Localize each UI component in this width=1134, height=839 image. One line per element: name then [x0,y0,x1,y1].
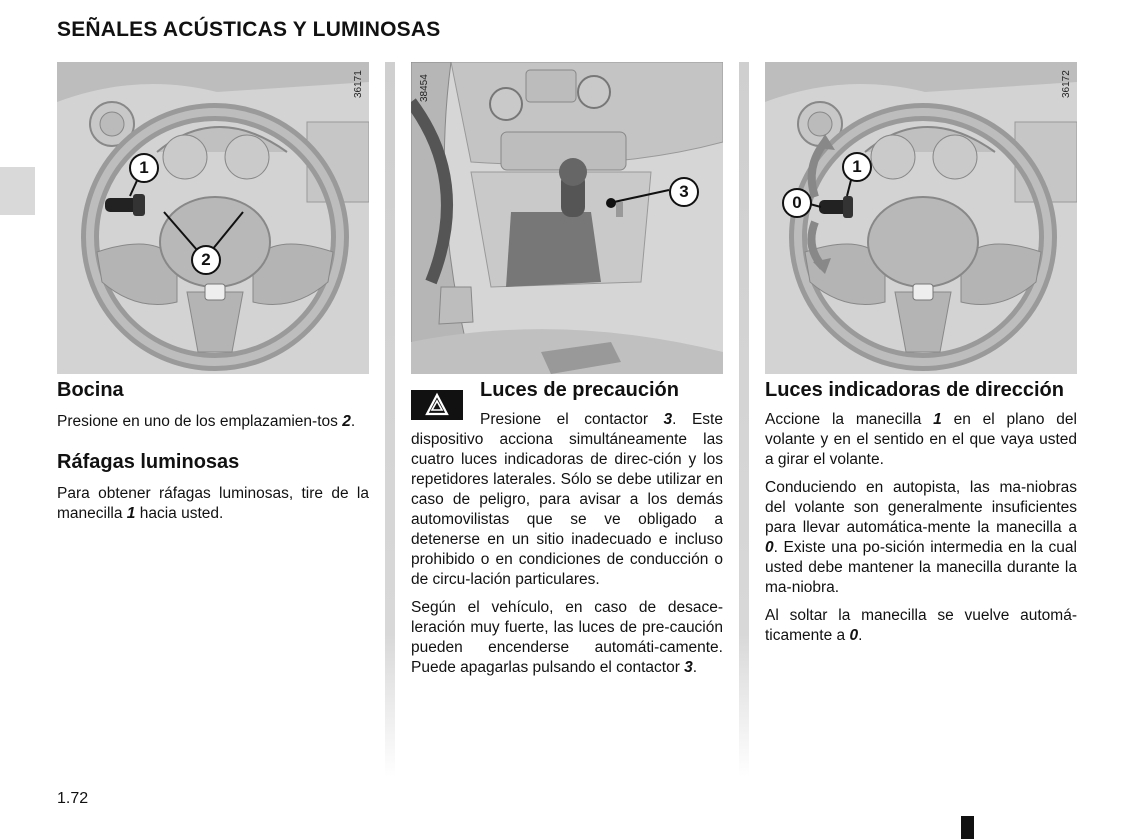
figure-id: 38454 [419,74,430,102]
column-separator [739,62,749,777]
section-heading-rafagas: Ráfagas luminosas [57,451,240,473]
figure-callout-1: 1 [842,152,872,182]
section-tab [0,167,35,215]
column-separator [385,62,395,777]
paragraph-rafagas: Para obtener ráfagas luminosas, tire de la manecilla 1 hacia usted. [57,485,369,522]
paragraph-bocina: Presione en uno de los emplazamien-tos 2. [57,413,356,430]
figure-callout-2: 2 [191,245,221,275]
column-indicators [765,378,1077,646]
paragraph-autopista: Conduciendo en autopista, las ma-niobras del volante son generalmente insuficientes para llevar automática-mente la manecilla a 0. Existe una po-sición intermedia en la cual usted debe mantener la manecilla durante la ma-niobra. [765,479,1077,596]
column-horn [57,378,369,524]
hazard-switch-figure [411,62,723,374]
page-number: 1.72 [57,790,89,807]
figure-id: 36172 [1061,70,1072,98]
page-title: SEÑALES ACÚSTICAS Y LUMINOSAS [57,18,441,41]
paragraph-luces-precaucion: Presione el contactor 3. Este dispositivo acciona simultáneamente las cuatro luces indicadoras de direc-ción y los repetidores laterales. Sólo se debe utilizar en caso de peligro, para avisar a los demás automovilistas que se ve obligado a detenerse en un sitio inadecuado e incluso prohibido o en condiciones de conducción o de circu-lación particulares. [411,411,723,588]
figure-id: 36171 [353,70,364,98]
section-heading-luces-indicadoras: Luces indicadoras de dirección [765,379,1064,401]
page-edge-marker [961,816,974,839]
figure-callout-1: 1 [129,153,159,183]
column-hazard [411,378,723,678]
paragraph-desaceleracion: Según el vehículo, en caso de desace-leración muy fuerte, las luces de pre-caución pueden encenderse automáti-camente. Puede apagarlas pulsando el contactor 3. [411,599,723,676]
turn-indicator-figure [765,62,1077,374]
section-heading-luces-precaucion: Luces de precaución [480,379,679,401]
hazard-warning-icon [411,390,463,420]
paragraph-accione: Accione la manecilla 1 en el plano del volante y en el sentido en el que vaya usted a girar el volante. [765,411,1077,468]
figure-callout-0: 0 [782,188,812,218]
figure-callout-3: 3 [669,177,699,207]
paragraph-soltar: Al soltar la manecilla se vuelve automá-ticamente a 0. [765,607,1077,644]
steering-wheel-horn-figure [57,62,369,374]
section-heading-bocina: Bocina [57,379,124,401]
